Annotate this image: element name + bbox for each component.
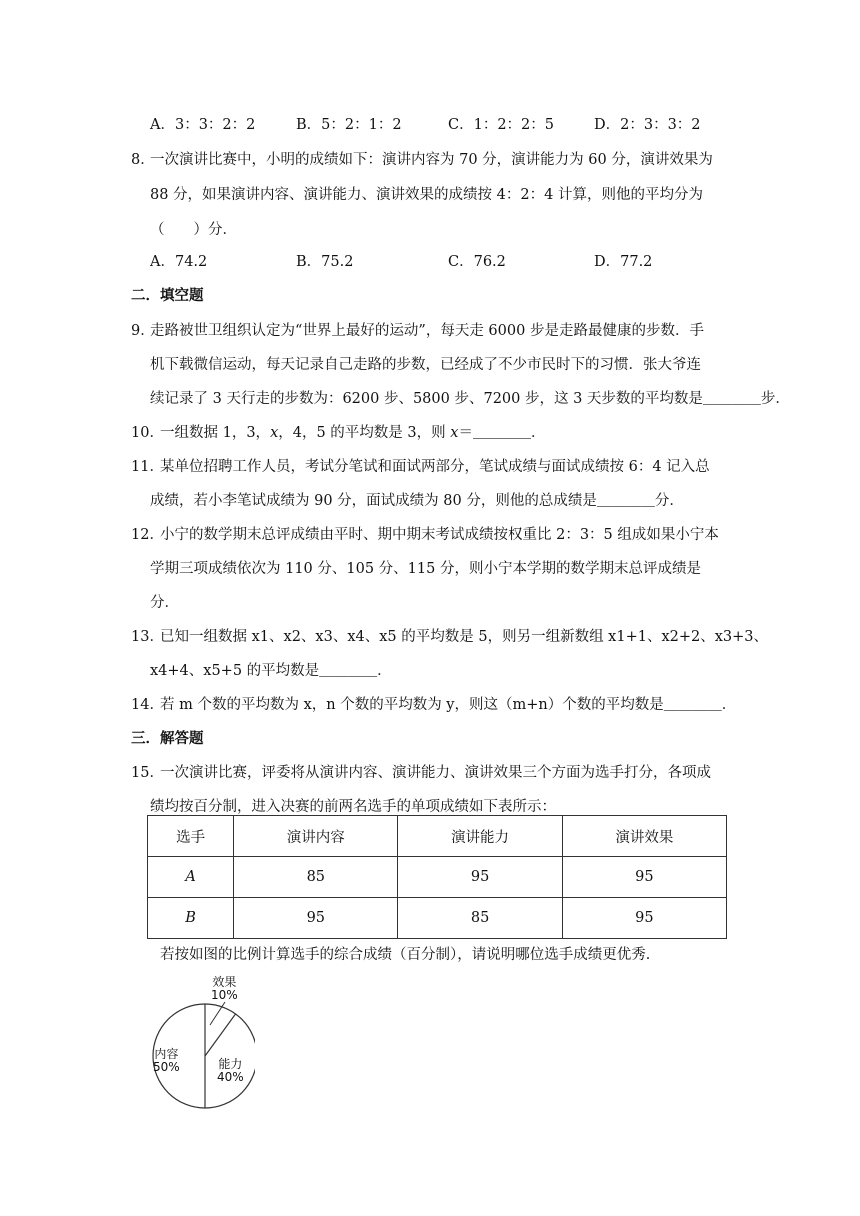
section-fill-in-heading: 二．填空题: [131, 288, 204, 304]
q13-text-line1: 已知一组数据 x1、x2、x3、x4、x5 的平均数是 5，则另一组新数组 x1+1、x2+2、x3+3、: [160, 629, 769, 645]
pie-label-effect: [211, 976, 238, 1002]
q15-text-after-table: 若按如图的比例计算选手的综合成绩（百分制），请说明哪位选手成绩更优秀．: [160, 947, 661, 963]
q10-variable-x-answer: x: [450, 425, 459, 441]
q10-text: [160, 421, 545, 442]
table-cell: 85: [398, 898, 562, 939]
pie-slice-divider-diagonal: [205, 1014, 236, 1056]
table-cell: 95: [562, 898, 726, 939]
q8-text-line3: （ ）分．: [150, 222, 237, 238]
q8-option-c: C．76.2: [448, 254, 506, 270]
contestant-a: A: [185, 869, 196, 885]
q10-variable-x: x: [270, 425, 279, 441]
q13-text-line2: x4+4、x5+5 的平均数是＿＿＿＿．: [150, 663, 392, 679]
q10-text-pre: 一组数据 1，3，: [160, 425, 271, 441]
q15-number: 15．: [131, 765, 164, 781]
q9-number: 9．: [131, 323, 155, 339]
q7-option-b: B．5：2：1：2: [296, 117, 402, 133]
q11-text-line1: 某单位招聘工作人员，考试分笔试和面试两部分，笔试成绩与面试成绩按 6：4 记入总: [160, 459, 710, 475]
q8-option-b: B．75.2: [296, 254, 354, 270]
pie-chart: [145, 972, 255, 1112]
q9-text-line2: 机下载微信运动，每天记录自己走路的步数，已经成了不少市民时下的习惯．张大爷连: [150, 357, 701, 373]
table-cell: 85: [234, 857, 398, 898]
q15-text-line1: 一次演讲比赛，评委将从演讲内容、演讲能力、演讲效果三个方面为选手打分，各项成: [160, 765, 711, 781]
pie-label-ability: [217, 1058, 244, 1084]
q12-text-line2: 学期三项成绩依次为 110 分、105 分、115 分，则小宁本学期的数学期末总评成绩是: [150, 561, 701, 577]
q9-text-line1: 走路被世卫组织认定为“世界上最好的运动”，每天走 6000 步是走路最健康的步数．手: [150, 323, 704, 339]
pie-chart-svg: [145, 972, 255, 1112]
scores-table: [147, 815, 727, 939]
pie-label-content-pct: 50%: [153, 1060, 180, 1074]
pie-label-ability-name: 能力: [218, 1057, 243, 1071]
q8-number: 8．: [131, 152, 155, 168]
q7-option-a: A．3：3：2：2: [150, 117, 256, 133]
q10-number: 10．: [131, 425, 164, 441]
q11-number: 11．: [131, 459, 164, 475]
table-header-cell: 演讲内容: [234, 816, 398, 857]
section-answer-heading: 三．解答题: [131, 731, 204, 747]
q14-text: 若 m 个数的平均数为 x，n 个数的平均数为 y，则这（m+n）个数的平均数是＿＿＿＿．: [160, 697, 737, 713]
table-cell-contestant: [148, 857, 234, 898]
table-row: [148, 857, 727, 898]
table-header-cell: 演讲能力: [398, 816, 562, 857]
table-header-row: [148, 816, 727, 857]
table-header-cell: 选手: [148, 816, 234, 857]
q12-text-line3: 分．: [150, 595, 179, 611]
table-cell: 95: [234, 898, 398, 939]
pie-label-content-name: 内容: [154, 1047, 179, 1061]
q7-option-c: C．1：2：2：5: [448, 117, 554, 133]
q14-number: 14．: [131, 697, 164, 713]
table-cell-contestant: [148, 898, 234, 939]
pie-label-ability-pct: 40%: [217, 1070, 244, 1084]
pie-label-effect-name: 效果: [212, 975, 237, 989]
q7-option-d: D．2：3：3：2: [594, 117, 701, 133]
q12-text-line1: 小宁的数学期末总评成绩由平时、期中期末考试成绩按权重比 2：3：5 组成如果小宁本: [160, 527, 719, 543]
contestant-b: B: [185, 910, 196, 926]
q10-text-post: ＝＿＿＿＿．: [458, 425, 546, 441]
q9-text-line3: 续记录了 3 天行走的步数为：6200 步、5800 步、7200 步，这 3 天步数的平均数是＿＿＿＿步．: [150, 391, 790, 407]
q8-text-line2: 88 分，如果演讲内容、演讲能力、演讲效果的成绩按 4：2：4 计算，则他的平均分为: [150, 187, 703, 203]
q8-text-line1: 一次演讲比赛中，小明的成绩如下：演讲内容为 70 分，演讲能力为 60 分，演讲效果为: [150, 152, 713, 168]
q11-text-line2: 成绩，若小李笔试成绩为 90 分，面试成绩为 80 分，则他的总成绩是＿＿＿＿分．: [150, 493, 684, 509]
table-cell: 95: [562, 857, 726, 898]
q15-text-line2: 绩均按百分制，进入决赛的前两名选手的单项成绩如下表所示：: [150, 799, 556, 815]
table-cell: 95: [398, 857, 562, 898]
pie-label-effect-pct: 10%: [211, 988, 238, 1002]
q8-option-d: D．77.2: [594, 254, 653, 270]
table-row: [148, 898, 727, 939]
pie-label-content: [153, 1048, 180, 1074]
q13-number: 13．: [131, 629, 164, 645]
q8-option-a: A．74.2: [150, 254, 208, 270]
q12-number: 12．: [131, 527, 164, 543]
table-header-cell: 演讲效果: [562, 816, 726, 857]
q10-text-mid: ，4，5 的平均数是 3，则: [278, 425, 451, 441]
